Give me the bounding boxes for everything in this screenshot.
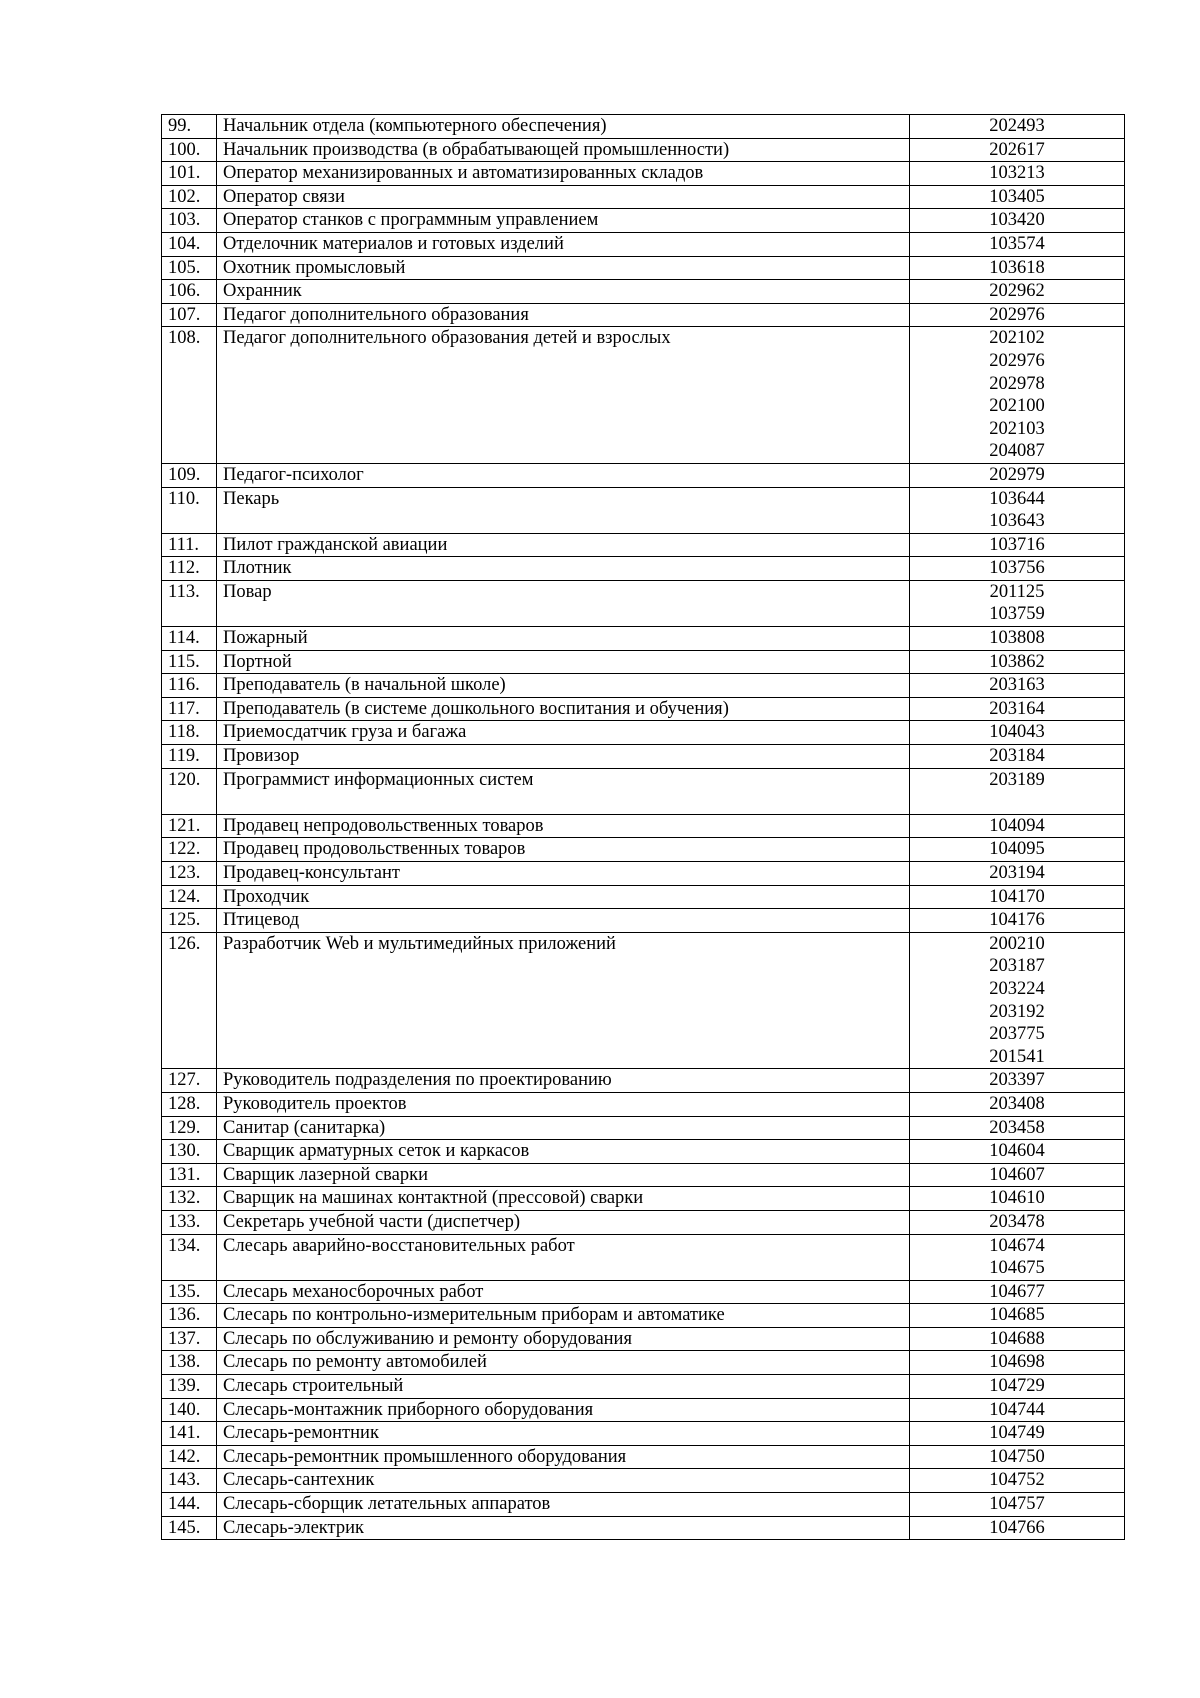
code-value: 104729 (989, 1376, 1045, 1397)
row-number: 129. (162, 1116, 217, 1140)
row-number: 100. (162, 138, 217, 162)
profession-name: Оператор механизированных и автоматизированных складов (217, 162, 910, 186)
table-row (162, 1069, 1125, 1093)
row-number: 133. (162, 1210, 217, 1234)
code-value: 104677 (989, 1281, 1045, 1302)
code-value: 103759 (989, 604, 1045, 625)
code-cell (910, 1280, 1125, 1304)
table-row (162, 1375, 1125, 1399)
row-number: 105. (162, 256, 217, 280)
code-value: 202493 (989, 116, 1045, 136)
code-value: 104176 (989, 910, 1045, 931)
code-value: 203224 (989, 978, 1045, 999)
table-row (162, 463, 1125, 487)
code-value: 103644 (989, 488, 1045, 509)
code-value: 203397 (989, 1070, 1045, 1091)
row-number: 115. (162, 650, 217, 674)
table-row (162, 138, 1125, 162)
profession-codes-table (161, 114, 1125, 1540)
row-number: 144. (162, 1493, 217, 1517)
code-cell (910, 1327, 1125, 1351)
code-value: 200210 (989, 933, 1045, 954)
profession-name: Слесарь-ремонтник промышленного оборудования (217, 1445, 910, 1469)
document-page (161, 114, 1125, 1540)
code-cell (910, 280, 1125, 304)
code-cell (910, 909, 1125, 933)
row-number: 126. (162, 932, 217, 1069)
code-value: 104604 (989, 1141, 1045, 1162)
code-value: 103574 (989, 233, 1045, 254)
code-cell (910, 1304, 1125, 1328)
code-value: 103618 (989, 257, 1045, 278)
profession-name: Охранник (217, 280, 910, 304)
row-number: 99. (162, 115, 217, 139)
code-cell (910, 185, 1125, 209)
code-cell (910, 209, 1125, 233)
code-cell (910, 1516, 1125, 1540)
row-number: 127. (162, 1069, 217, 1093)
profession-name: Слесарь по контрольно-измерительным приборам и автоматике (217, 1304, 910, 1328)
code-cell (910, 1163, 1125, 1187)
code-cell (910, 1092, 1125, 1116)
table-row (162, 627, 1125, 651)
profession-name: Пилот гражданской авиации (217, 533, 910, 557)
profession-name: Охотник промысловый (217, 256, 910, 280)
row-number: 122. (162, 838, 217, 862)
code-cell (910, 650, 1125, 674)
code-value: 203458 (989, 1117, 1045, 1138)
table-row (162, 814, 1125, 838)
table-row (162, 209, 1125, 233)
code-value: 104750 (989, 1446, 1045, 1467)
table-row (162, 1445, 1125, 1469)
table-row (162, 1140, 1125, 1164)
table-row (162, 1280, 1125, 1304)
table-row (162, 650, 1125, 674)
profession-name: Отделочник материалов и готовых изделий (217, 232, 910, 256)
row-number: 118. (162, 721, 217, 745)
code-cell (910, 115, 1125, 139)
code-cell (910, 1351, 1125, 1375)
code-cell (910, 557, 1125, 581)
row-number: 138. (162, 1351, 217, 1375)
table-row (162, 1116, 1125, 1140)
row-number: 120. (162, 768, 217, 814)
table-row (162, 1493, 1125, 1517)
code-cell (910, 463, 1125, 487)
profession-name: Проходчик (217, 885, 910, 909)
code-value: 202962 (989, 281, 1045, 302)
row-number: 111. (162, 533, 217, 557)
row-number: 116. (162, 674, 217, 698)
table-row (162, 557, 1125, 581)
code-value: 104094 (989, 815, 1045, 836)
code-value: 103405 (989, 186, 1045, 207)
row-number: 107. (162, 303, 217, 327)
table-row (162, 232, 1125, 256)
code-value: 203194 (989, 863, 1045, 883)
code-value: 202102 (989, 328, 1045, 349)
code-value: 202976 (989, 350, 1045, 371)
table-row (162, 768, 1125, 814)
table-row (162, 838, 1125, 862)
code-cell (910, 768, 1125, 814)
code-cell (910, 1116, 1125, 1140)
code-value: 203163 (989, 675, 1045, 696)
table-row (162, 303, 1125, 327)
code-value: 104095 (989, 839, 1045, 860)
row-number: 139. (162, 1375, 217, 1399)
code-cell (910, 1187, 1125, 1211)
code-value: 202978 (989, 373, 1045, 394)
code-value: 104607 (989, 1164, 1045, 1185)
code-cell (910, 256, 1125, 280)
code-value: 103808 (989, 628, 1045, 649)
code-cell (910, 327, 1125, 464)
profession-name: Сварщик лазерной сварки (217, 1163, 910, 1187)
profession-name: Слесарь по обслуживанию и ремонту оборудования (217, 1327, 910, 1351)
row-number: 110. (162, 487, 217, 533)
profession-name: Портной (217, 650, 910, 674)
table-row (162, 115, 1125, 139)
row-number: 112. (162, 557, 217, 581)
profession-name: Санитар (санитарка) (217, 1116, 910, 1140)
profession-name: Слесарь-монтажник приборного оборудования (217, 1398, 910, 1422)
profession-name: Слесарь строительный (217, 1375, 910, 1399)
table-row (162, 327, 1125, 464)
code-value: 202103 (989, 418, 1045, 439)
profession-name: Слесарь механосборочных работ (217, 1280, 910, 1304)
code-value: 203189 (989, 769, 1045, 790)
code-cell (910, 674, 1125, 698)
profession-name: Продавец-консультант (217, 862, 910, 886)
code-cell (910, 580, 1125, 626)
code-cell (910, 932, 1125, 1069)
code-value: 203408 (989, 1093, 1045, 1114)
table-row (162, 1187, 1125, 1211)
table-row (162, 256, 1125, 280)
code-value: 104674 (989, 1235, 1045, 1256)
row-number: 137. (162, 1327, 217, 1351)
code-value: 202100 (989, 396, 1045, 417)
table-row (162, 185, 1125, 209)
code-value: 203187 (989, 956, 1045, 977)
code-cell (910, 885, 1125, 909)
code-value: 104766 (989, 1517, 1045, 1538)
table-row (162, 697, 1125, 721)
profession-name: Продавец продовольственных товаров (217, 838, 910, 862)
row-number: 101. (162, 162, 217, 186)
table-row (162, 862, 1125, 886)
row-number: 141. (162, 1422, 217, 1446)
code-cell (910, 1069, 1125, 1093)
row-number: 145. (162, 1516, 217, 1540)
code-value: 202617 (989, 139, 1045, 160)
code-value: 103213 (989, 163, 1045, 184)
profession-name: Педагог дополнительного образования (217, 303, 910, 327)
row-number: 119. (162, 745, 217, 769)
code-value: 104757 (989, 1494, 1045, 1515)
code-cell (910, 1234, 1125, 1280)
code-cell (910, 1398, 1125, 1422)
code-cell (910, 1469, 1125, 1493)
code-cell (910, 1210, 1125, 1234)
code-cell (910, 721, 1125, 745)
code-value: 203184 (989, 746, 1045, 767)
code-cell (910, 1493, 1125, 1517)
row-number: 123. (162, 862, 217, 886)
code-cell (910, 487, 1125, 533)
profession-name: Преподаватель (в системе дошкольного воспитания и обучения) (217, 697, 910, 721)
profession-name: Птицевод (217, 909, 910, 933)
row-number: 134. (162, 1234, 217, 1280)
row-number: 121. (162, 814, 217, 838)
code-cell (910, 838, 1125, 862)
profession-name: Руководитель проектов (217, 1092, 910, 1116)
row-number: 128. (162, 1092, 217, 1116)
row-number: 130. (162, 1140, 217, 1164)
profession-name: Слесарь аварийно-восстановительных работ (217, 1234, 910, 1280)
row-number: 117. (162, 697, 217, 721)
code-value: 204087 (989, 441, 1045, 462)
code-value: 104744 (989, 1399, 1045, 1420)
code-value: 103756 (989, 558, 1045, 579)
table-row (162, 580, 1125, 626)
code-value: 104610 (989, 1188, 1045, 1209)
code-value: 103716 (989, 534, 1045, 555)
code-value: 104688 (989, 1328, 1045, 1349)
profession-name: Слесарь-электрик (217, 1516, 910, 1540)
profession-name: Продавец непродовольственных товаров (217, 814, 910, 838)
code-cell (910, 745, 1125, 769)
profession-name: Повар (217, 580, 910, 626)
row-number: 131. (162, 1163, 217, 1187)
profession-name: Разработчик Web и мультимедийных приложений (217, 932, 910, 1069)
row-number: 140. (162, 1398, 217, 1422)
profession-name: Плотник (217, 557, 910, 581)
table-row (162, 1398, 1125, 1422)
table-row (162, 1516, 1125, 1540)
code-cell (910, 232, 1125, 256)
row-number: 113. (162, 580, 217, 626)
code-value: 103862 (989, 651, 1045, 672)
profession-name: Приемосдатчик груза и багажа (217, 721, 910, 745)
table-body (162, 115, 1125, 1540)
profession-name: Слесарь-сантехник (217, 1469, 910, 1493)
code-cell (910, 1140, 1125, 1164)
profession-name: Оператор станков с программным управлением (217, 209, 910, 233)
code-value: 203478 (989, 1211, 1045, 1232)
code-value: 201541 (989, 1046, 1045, 1067)
row-number: 142. (162, 1445, 217, 1469)
profession-name: Сварщик на машинах контактной (прессовой) сварки (217, 1187, 910, 1211)
profession-name: Слесарь-ремонтник (217, 1422, 910, 1446)
code-cell (910, 303, 1125, 327)
row-number: 135. (162, 1280, 217, 1304)
code-value: 103643 (989, 511, 1045, 532)
profession-name: Программист информационных систем (217, 768, 910, 814)
code-value: 104685 (989, 1305, 1045, 1326)
table-row (162, 932, 1125, 1069)
code-cell (910, 1445, 1125, 1469)
row-number: 102. (162, 185, 217, 209)
table-row (162, 1234, 1125, 1280)
profession-name: Оператор связи (217, 185, 910, 209)
profession-name: Пекарь (217, 487, 910, 533)
code-cell (910, 697, 1125, 721)
code-value: 104749 (989, 1423, 1045, 1444)
code-value: 104170 (989, 886, 1045, 907)
code-cell (910, 533, 1125, 557)
code-value: 201125 (989, 581, 1045, 602)
code-value: 104752 (989, 1470, 1045, 1491)
profession-name: Педагог-психолог (217, 463, 910, 487)
code-value: 203192 (989, 1001, 1045, 1022)
table-row (162, 1351, 1125, 1375)
code-value: 202979 (989, 464, 1045, 485)
table-row (162, 1304, 1125, 1328)
code-value: 103420 (989, 210, 1045, 231)
profession-name: Секретарь учебной части (диспетчер) (217, 1210, 910, 1234)
code-cell (910, 862, 1125, 886)
table-row (162, 721, 1125, 745)
profession-name: Пожарный (217, 627, 910, 651)
table-row (162, 745, 1125, 769)
profession-name: Сварщик арматурных сеток и каркасов (217, 1140, 910, 1164)
profession-name: Провизор (217, 745, 910, 769)
code-cell (910, 627, 1125, 651)
code-value: 104043 (989, 722, 1045, 743)
code-cell (910, 138, 1125, 162)
row-number: 114. (162, 627, 217, 651)
profession-name: Руководитель подразделения по проектированию (217, 1069, 910, 1093)
profession-name: Начальник производства (в обрабатывающей промышленности) (217, 138, 910, 162)
code-cell (910, 162, 1125, 186)
profession-name: Педагог дополнительного образования детей и взрослых (217, 327, 910, 464)
row-number: 103. (162, 209, 217, 233)
code-cell (910, 814, 1125, 838)
row-number: 124. (162, 885, 217, 909)
code-value: 203164 (989, 698, 1045, 719)
row-number: 106. (162, 280, 217, 304)
row-number: 104. (162, 232, 217, 256)
table-row (162, 1469, 1125, 1493)
table-row (162, 1422, 1125, 1446)
table-row (162, 487, 1125, 533)
code-value: 203775 (989, 1024, 1045, 1045)
row-number: 132. (162, 1187, 217, 1211)
table-row (162, 674, 1125, 698)
table-row (162, 1092, 1125, 1116)
profession-name: Слесарь-сборщик летательных аппаратов (217, 1493, 910, 1517)
table-row (162, 280, 1125, 304)
code-value: 104675 (989, 1258, 1045, 1279)
row-number: 125. (162, 909, 217, 933)
code-value: 202976 (989, 304, 1045, 325)
table-row (162, 162, 1125, 186)
table-row (162, 909, 1125, 933)
table-row (162, 1327, 1125, 1351)
table-row (162, 533, 1125, 557)
table-row (162, 885, 1125, 909)
code-cell (910, 1375, 1125, 1399)
code-cell (910, 1422, 1125, 1446)
table-row (162, 1210, 1125, 1234)
row-number: 136. (162, 1304, 217, 1328)
profession-name: Начальник отдела (компьютерного обеспечения) (217, 115, 910, 139)
profession-name: Слесарь по ремонту автомобилей (217, 1351, 910, 1375)
profession-name: Преподаватель (в начальной школе) (217, 674, 910, 698)
row-number: 143. (162, 1469, 217, 1493)
row-number: 108. (162, 327, 217, 464)
row-number: 109. (162, 463, 217, 487)
code-value: 104698 (989, 1352, 1045, 1373)
table-row (162, 1163, 1125, 1187)
blank-line (916, 791, 1118, 814)
